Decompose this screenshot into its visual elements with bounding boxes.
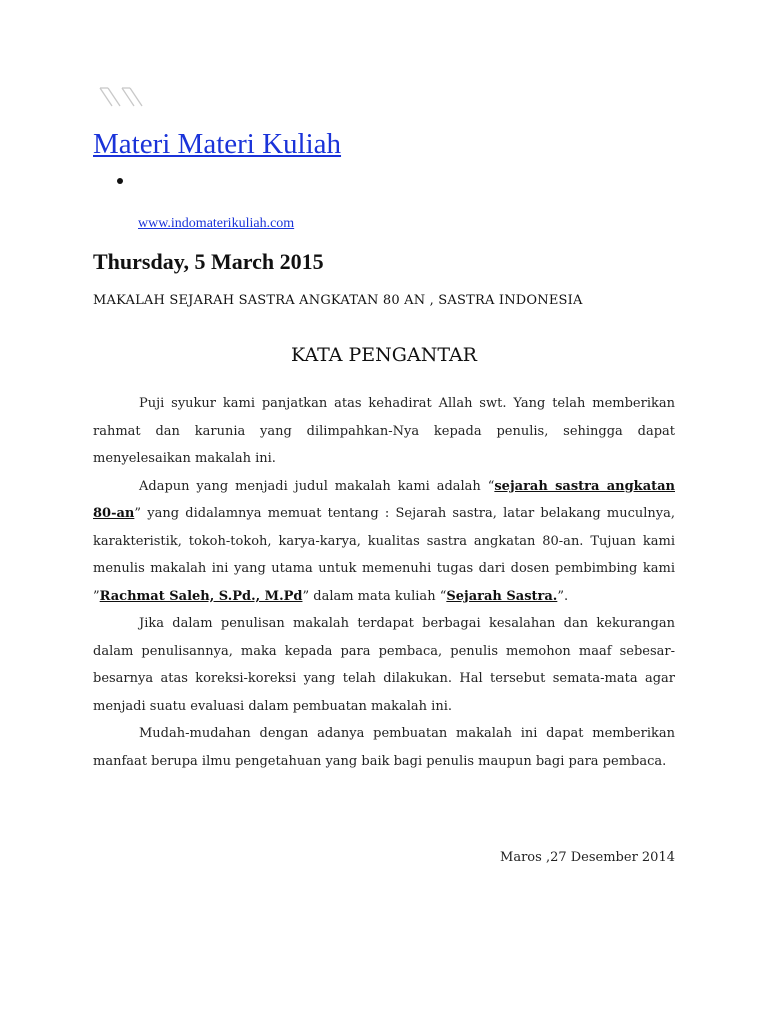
paragraph-2-intro: Adapun yang menjadi judul makalah kami adalah “: [139, 478, 495, 494]
makalah-topic: sejarah sastra angkatan 80-an: [93, 478, 675, 521]
document-heading: KATA PENGANTAR: [291, 344, 477, 366]
paragraph-2: [93, 473, 675, 611]
post-title: MAKALAH SEJARAH SASTRA ANGKATAN 80 AN , SASTRA INDONESIA: [93, 293, 583, 308]
post-date: Thursday, 5 March 2015: [93, 249, 324, 274]
site-title-link[interactable]: Materi Materi Kuliah: [93, 128, 342, 160]
course-name: Sejarah Sastra.: [446, 588, 558, 604]
place-and-date: Maros ,27 Desember 2014: [500, 850, 675, 865]
lecturer-name: Rachmat Saleh, S.Pd., M.Pd: [99, 588, 303, 604]
paragraph-4: Mudah-mudahan dengan adanya pembuatan makalah ini dapat memberikan manfaat berupa ilmu pengetahuan yang baik bagi penulis maupun bagi para pembaca.: [93, 726, 675, 769]
paragraph-2-end: ”.: [557, 588, 569, 604]
paragraph-2-course-intro: ” dalam mata kuliah “: [302, 588, 447, 604]
paragraph-1: Puji syukur kami panjatkan atas kehadirat Allah swt. Yang telah memberikan rahmat dan karunia yang dilimpahkan-Nya kepada penulis, sehingga dapat menyelesaikan makalah ini.: [93, 396, 675, 466]
paragraph-2-middle: ” yang didalamnya memuat tentang : Sejarah sastra, latar belakang muculnya, karakteristik, tokoh-tokoh, karya-karya, kualitas sastra angkatan 80-an. Tujuan kami menulis makalah ini yang utama untuk memenuhi tugas dari dosen pembimbing kami ”: [93, 506, 675, 604]
document-body: [93, 390, 675, 775]
site-url-link[interactable]: www.indomaterikuliah.com: [138, 216, 295, 231]
bullet-icon: [117, 178, 123, 184]
paragraph-3: Jika dalam penulisan makalah terdapat berbagai kesalahan dan kekurangan dalam penulisannya, maka kepada para pembaca, penulis memohon maaf sebesar-besarnya atas koreksi-koreksi yang telah dilakukan. Hal tersebut semata-mata agar menjadi suatu evaluasi dalam pembuatan makalah ini.: [93, 616, 675, 714]
quote-mark-icon: [98, 84, 148, 110]
